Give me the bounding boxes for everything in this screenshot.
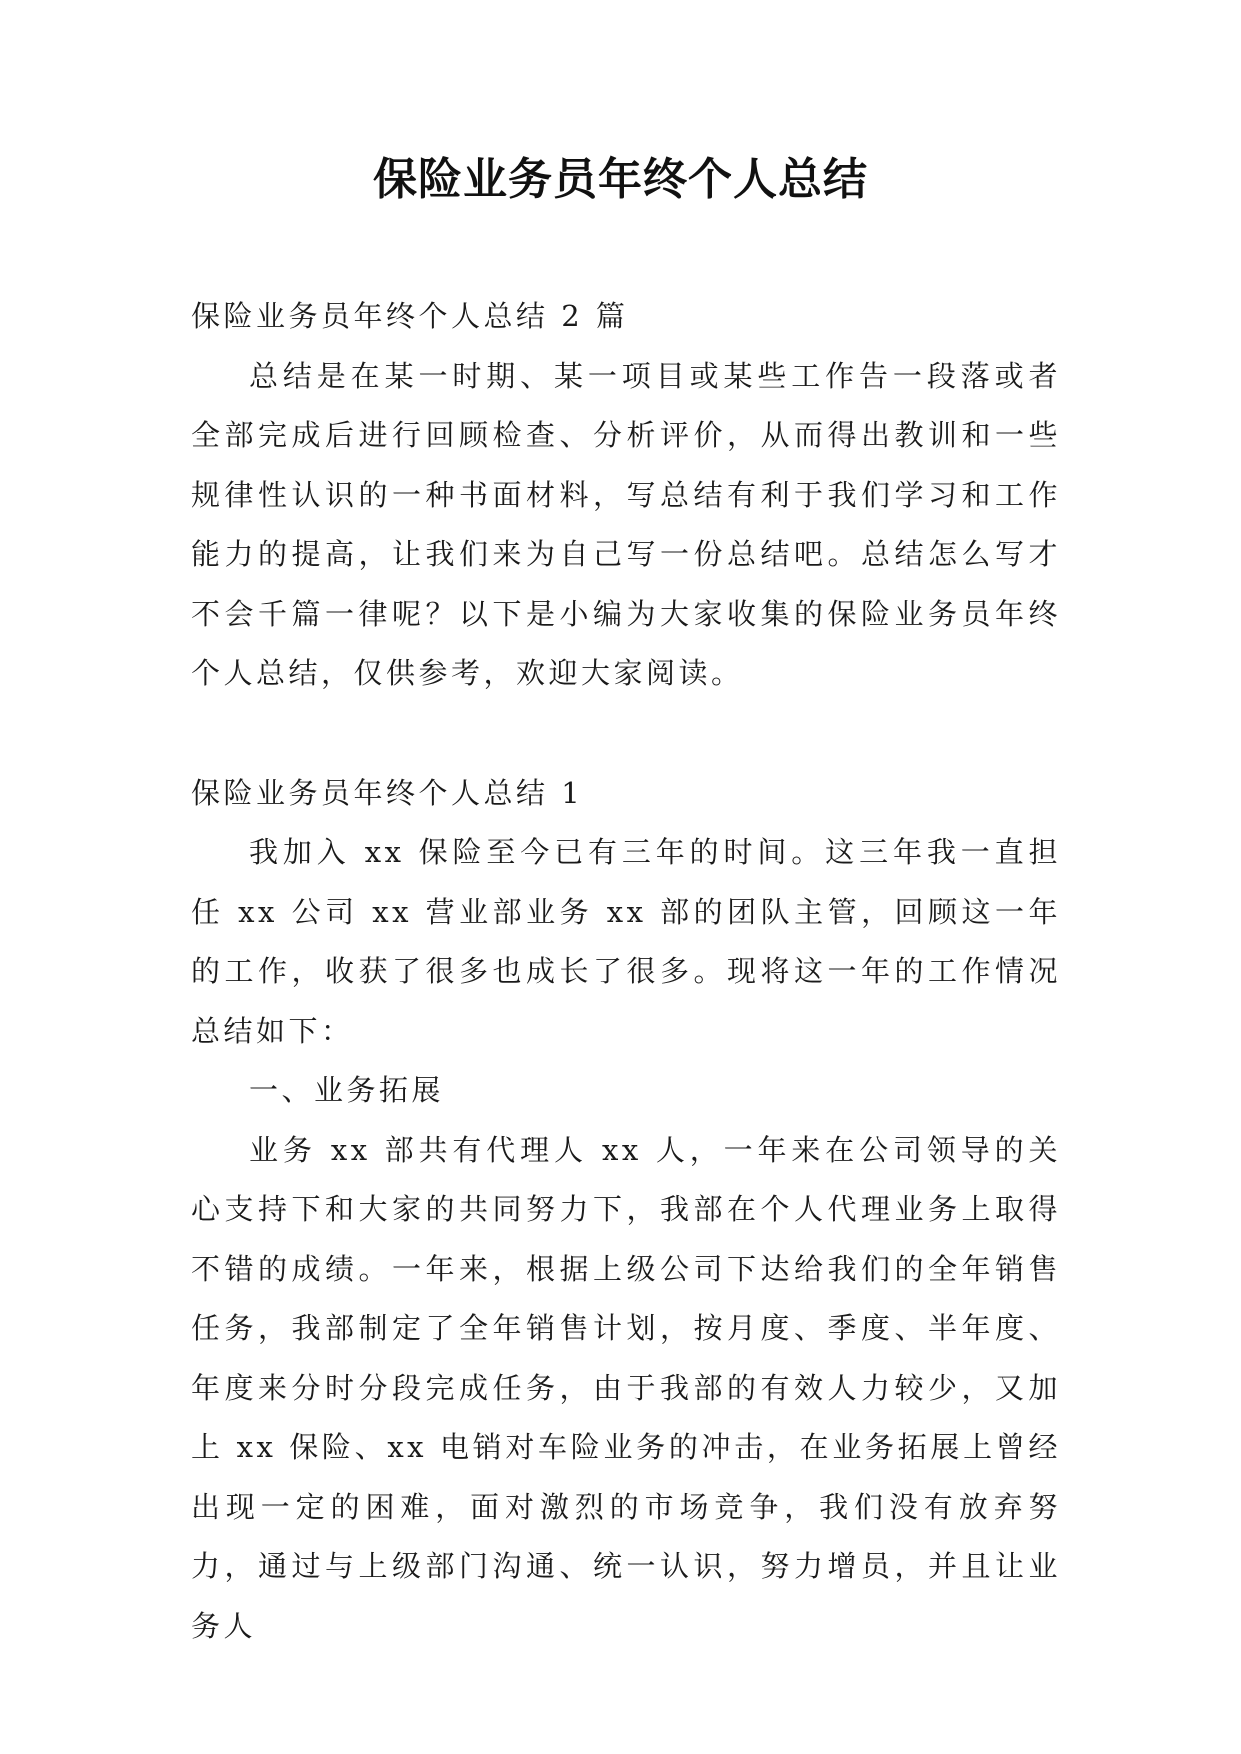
- body-paragraph: 业务 xx 部共有代理人 xx 人，一年来在公司领导的关心支持下和大家的共同努力下，我部在个人代理业务上取得不错的成绩。一年来，根据上级公司下达给我们的全年销售任务，我部制定了全年销售计划，按月度、季度、半年度、年度来分时分段完成任务，由于我部的有效人力较少，又加上 xx 保险、xx 电销对车险业务的冲击，在业务拓展上曾经出现一定的困难，面对激烈的市场竞争，我们没有放弃努力，通过与上级部门沟通、统一认识，努力增员，并且让业务人: [191, 1132, 1061, 1643]
- document-subtitle: 保险业务员年终个人总结 2 篇: [191, 299, 629, 333]
- document-title: 保险业务员年终个人总结: [373, 154, 868, 205]
- document-body: [191, 287, 1061, 1656]
- subsection-heading: 一、业务拓展: [249, 1073, 445, 1107]
- section-heading: 保险业务员年终个人总结 1: [191, 775, 584, 810]
- section-spacer: [191, 704, 1061, 764]
- body-paragraph: 我加入 xx 保险至今已有三年的时间。这三年我一直担任 xx 公司 xx 营业部业务 xx 部的团队主管，回顾这一年的工作，收获了很多也成长了很多。现将这一年的工作情况总结如下：: [191, 835, 1061, 1048]
- intro-paragraph: 总结是在某一时期、某一项目或某些工作告一段落或者全部完成后进行回顾检查、分析评价，从而得出教训和一些规律性认识的一种书面材料，写总结有利于我们学习和工作能力的提高，让我们来为自己写一份总结吧。总结怎么写才不会千篇一律呢？以下是小编为大家收集的保险业务员年终个人总结，仅供参考，欢迎大家阅读。: [191, 358, 1061, 690]
